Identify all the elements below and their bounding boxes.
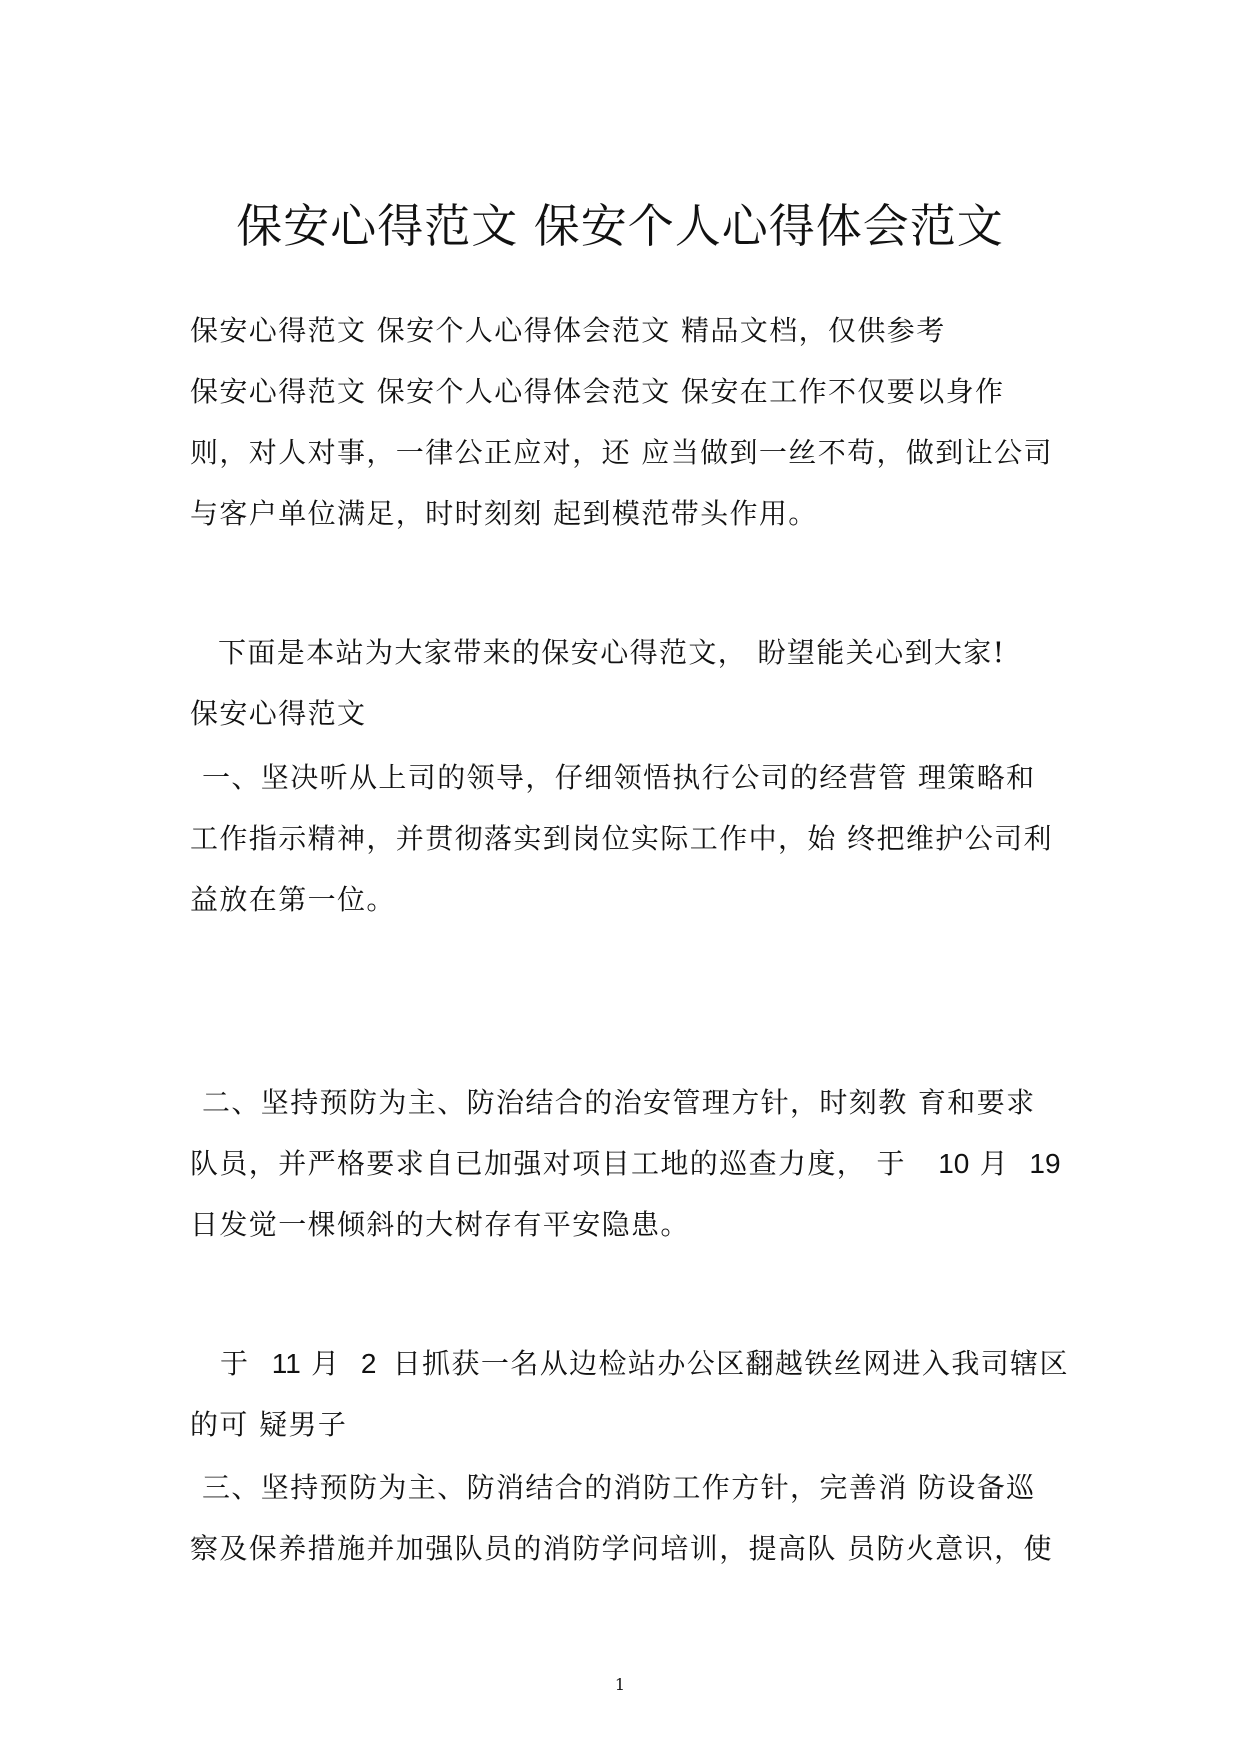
line-text: 队员，并严格要求自已加强对项目工地的巡查力度， 于 [190,1147,906,1180]
date-number: 10 [938,1148,970,1179]
date-number: 2 [360,1348,377,1379]
date-unit: 月 [979,1147,1010,1180]
page-number: 1 [614,1675,626,1694]
line-text: 日抓获一名从边检站办公区翻越铁丝网进入我司辖区 [392,1347,1069,1380]
paragraph-line: 保安心得范文 保安个人心得体会范文 保安在工作不仅要以身作 [190,375,1005,408]
document-title: 保安心得范文 保安个人心得体会范文 [236,199,1004,253]
paragraph-line: 一、坚决听从上司的领导，仔细领悟执行公司的经营管 理策略和 [202,761,1036,794]
paragraph-line: 下面是本站为大家带来的保安心得范文， 盼望能关心到大家! [218,636,1006,669]
paragraph-line: 益放在第一位。 [190,883,396,916]
paragraph-line: 日发觉一棵倾斜的大树存有平安隐患。 [190,1208,690,1241]
paragraph-line: 察及保养措施并加强队员的消防学问培训，提高队 员防火意识，使 [190,1532,1053,1565]
paragraph-line: 的可 疑男子 [190,1408,348,1441]
paragraph-line: 则，对人对事，一律公正应对，还 应当做到一丝不苟，做到让公司 [190,436,1053,469]
paragraph-line: 与客户单位满足，时时刻刻 起到模范带头作用。 [190,497,818,530]
line-text: 于 [220,1347,250,1380]
paragraph-line [190,1144,1061,1184]
paragraph-line: 保安心得范文 保安个人心得体会范文 精品文档，仅供参考 [190,314,946,347]
paragraph-line: 二、坚持预防为主、防治结合的治安管理方针，时刻教 育和要求 [202,1086,1036,1119]
paragraph-line: 三、坚持预防为主、防消结合的消防工作方针，完善消 防设备巡 [202,1471,1036,1504]
date-unit: 月 [311,1347,341,1380]
date-number: 19 [1029,1148,1061,1179]
paragraph-line: 保安心得范文 [190,697,367,730]
date-number: 11 [271,1348,301,1379]
paragraph-line: 工作指示精神，并贯彻落实到岗位实际工作中，始 终把维护公司利 [190,822,1053,855]
paragraph-line [220,1344,1080,1384]
